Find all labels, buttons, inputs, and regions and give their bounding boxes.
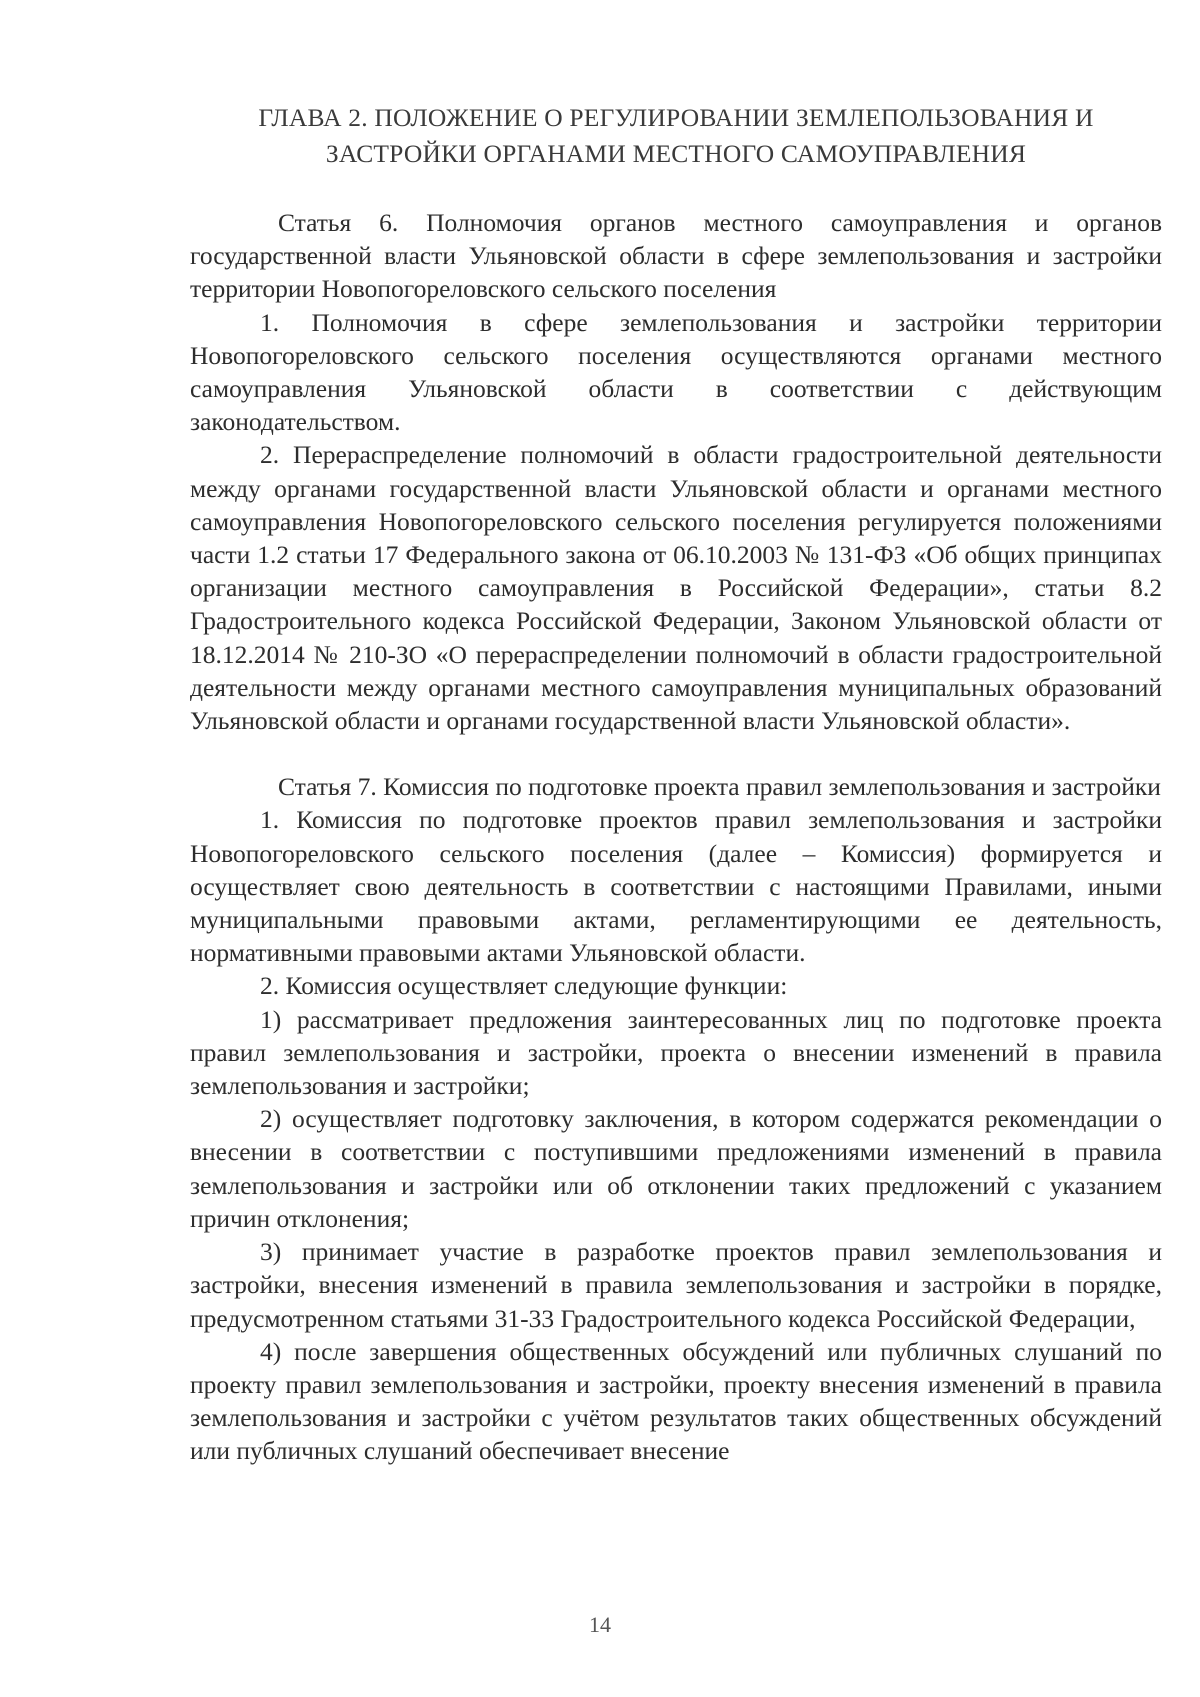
page-content (190, 100, 1162, 1468)
article-6-paragraph-2: 2. Перераспределение полномочий в области градостроительной деятельности между органами государственной власти Ульяновской области и органами местного самоуправления Новопогореловского сельского поселения регулируется положениями части 1.2 статьи 17 Федерального закона от 06.10.2003 № 131-ФЗ «Об общих принципах организации местного самоуправления в Российской Федерации», статьи 8.2 Градостроительного кодекса Российской Федерации, Законом Ульяновской области от 18.12.2014 № 210-ЗО «О перераспределении полномочий в области градостроительной деятельности между органами местного самоуправления муниципальных образований Ульяновской области и органами государственной власти Ульяновской области». (190, 440, 1162, 736)
article-7-function-2: 2) осуществляет подготовку заключения, в котором содержатся рекомендации о внесении в соответствии с поступившими предложениями изменений в правила землепользования и застройки или об отклонении таких предложений с указанием причин отклонения; (190, 1104, 1162, 1233)
chapter-heading: ГЛАВА 2. ПОЛОЖЕНИЕ О РЕГУЛИРОВАНИИ ЗЕМЛЕПОЛЬЗОВАНИЯ И ЗАСТРОЙКИ ОРГАНАМИ МЕСТНОГО САМОУПРАВЛЕНИЯ (258, 103, 1094, 168)
page-number: 14 (589, 1612, 611, 1637)
article-7-function-1: 1) рассматривает предложения заинтересованных лиц по подготовке проекта правил землепользования и застройки, проекта о внесении изменений в правила землепользования и застройки; (190, 1004, 1162, 1101)
article-6-paragraph-1: 1. Полномочия в сфере землепользования и застройки территории Новопогореловского сельского поселения осуществляются органами местного самоуправления Ульяновской области в соответствии с действующим законодательством. (190, 307, 1162, 437)
section-gap (190, 737, 1162, 770)
article-7-function-4: 4) после завершения общественных обсуждений или публичных слушаний по проекту правил землепользования и застройки, проекту внесения изменений в правила землепользования и застройки с учётом результатов таких общественных обсуждений или публичных слушаний обеспечивает внесение (190, 1336, 1162, 1466)
article-7-title: Статья 7. Комиссия по подготовке проекта правил землепользования и застройки (278, 772, 1161, 802)
article-7-paragraph-1: 1. Комиссия по подготовке проектов правил землепользования и застройки Новопогореловского сельского поселения (далее – Комиссия) формируется и осуществляет свою деятельность в соответствии с настоящими Правилами, иными муниципальными правовыми актами, регламентирующими ее деятельность, нормативными правовыми актами Ульяновской области. (190, 805, 1162, 968)
article-7-function-3: 3) принимает участие в разработке проектов правил землепользования и застройки, внесения изменений в правила землепользования и застройки в порядке, предусмотренном статьями 31-33 Градостроительного кодекса Российской Федерации, (190, 1237, 1162, 1333)
article-7-paragraph-2: 2. Комиссия осуществляет следующие функции: (260, 971, 788, 1001)
article-6-title: Статья 6. Полномочия органов местного самоуправления и органов государственной власти Ульяновской области в сфере землепользования и застройки территории Новопогореловского сельского поселения (190, 208, 1162, 304)
